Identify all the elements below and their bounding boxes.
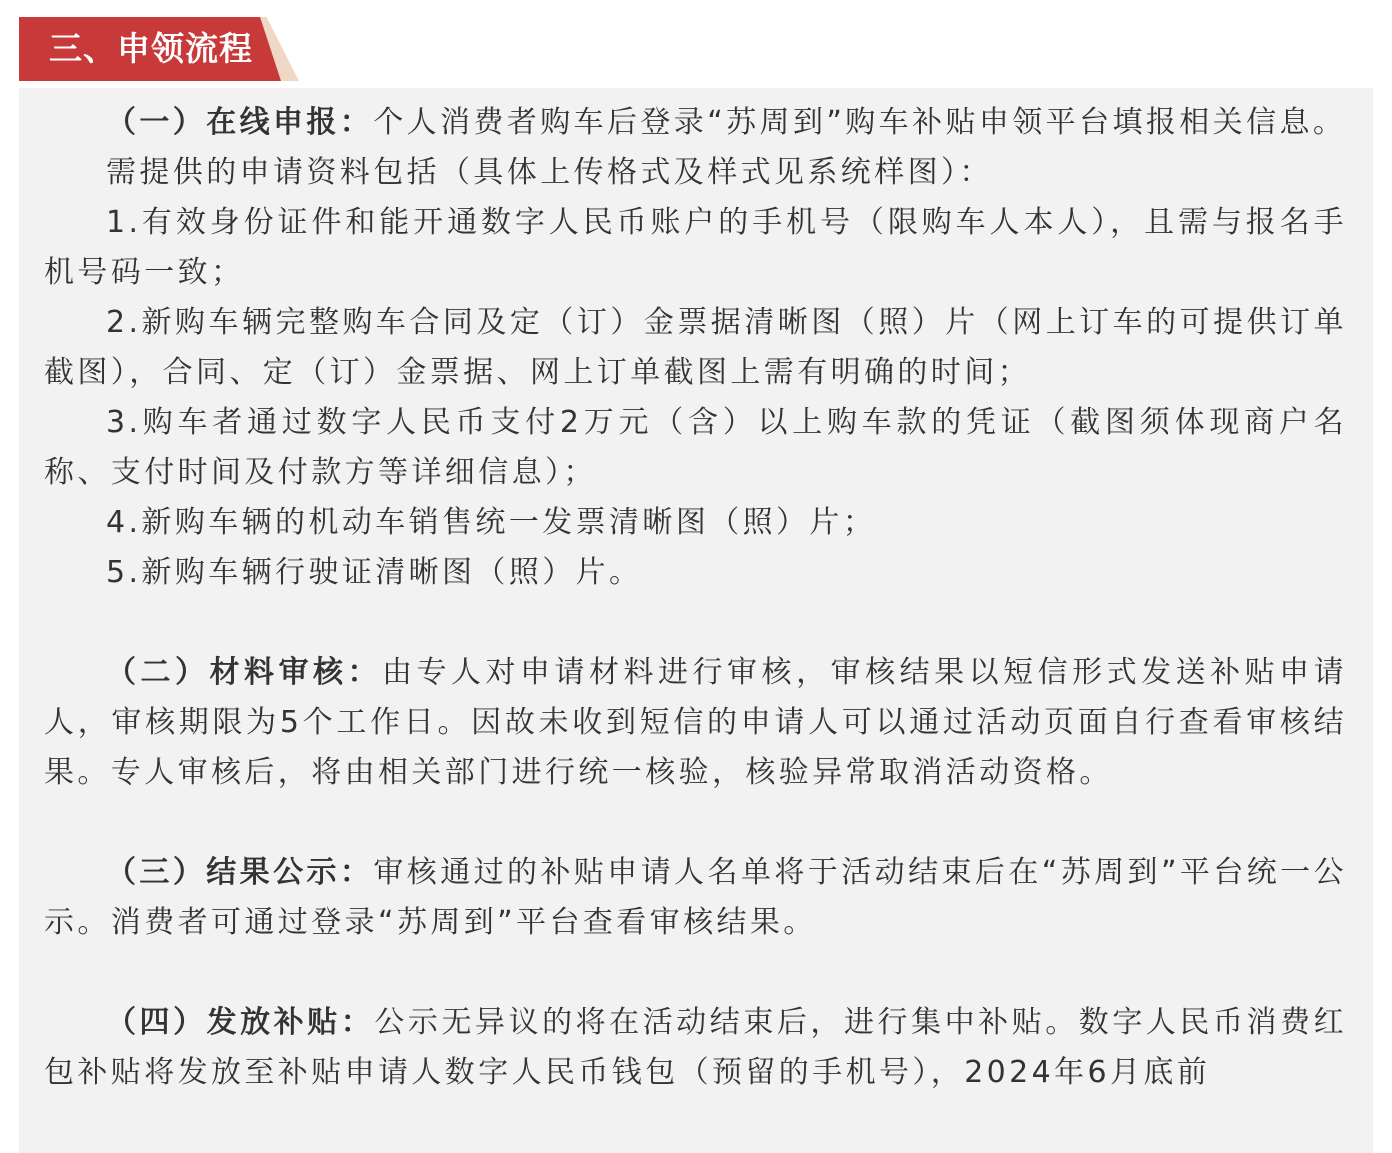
section-title: 三、申领流程 xyxy=(49,29,253,68)
material-item-5: 5.新购车辆行驶证清晰图（照）片。 xyxy=(106,555,643,590)
material-review-paragraph xyxy=(44,648,1347,798)
result-publicity-paragraph xyxy=(44,848,1347,948)
spacer xyxy=(44,948,1347,998)
material-review-heading: （二）材料审核： xyxy=(106,655,383,690)
content-body xyxy=(44,98,1347,1098)
materials-intro: 需提供的申请资料包括（具体上传格式及样式见系统样图）： xyxy=(106,155,993,190)
online-application-text: 个人消费者购车后登录“苏周到”购车补贴申领平台填报相关信息。 xyxy=(373,105,1347,140)
subsidy-payout-paragraph xyxy=(44,998,1347,1098)
material-item-1: 1.有效身份证件和能开通数字人民币账户的手机号（限购车人本人），且需与报名手机号码一致； xyxy=(44,205,1347,290)
subsidy-payout-heading: （四）发放补贴： xyxy=(106,1005,375,1040)
result-publicity-text: 审核通过的补贴申请人名单将于活动结束后在“苏周到”平台统一公示。消费者可通过登录“苏周到”平台查看审核结果。 xyxy=(44,855,1347,940)
material-item-4: 4.新购车辆的机动车销售统一发票清晰图（照）片； xyxy=(106,505,877,540)
online-application-heading: （一）在线申报： xyxy=(106,105,374,140)
spacer xyxy=(44,798,1347,848)
result-publicity-heading: （三）结果公示： xyxy=(106,855,374,890)
section-header xyxy=(19,17,309,81)
material-item-2: 2.新购车辆完整购车合同及定（订）金票据清晰图（照）片（网上订车的可提供订单截图），合同、定（订）金票据、网上订单截图上需有明确的时间； xyxy=(44,305,1347,390)
material-review-text: 由专人对申请材料进行审核，审核结果以短信形式发送补贴申请人，审核期限为5个工作日。因故未收到短信的申请人可以通过活动页面自行查看审核结果。专人审核后，将由相关部门进行统一核验，核验异常取消活动资格。 xyxy=(44,655,1348,790)
material-item-3: 3.购车者通过数字人民币支付2万元（含）以上购车款的凭证（截图须体现商户名称、支付时间及付款方等详细信息）； xyxy=(44,405,1347,490)
subsidy-payout-text: 公示无异议的将在活动结束后，进行集中补贴。数字人民币消费红包补贴将发放至补贴申请人数字人民币钱包（预留的手机号），2024年6月底前 xyxy=(44,1005,1347,1090)
spacer xyxy=(44,598,1347,648)
online-application-paragraph xyxy=(44,98,1347,148)
content-panel xyxy=(19,88,1373,1153)
